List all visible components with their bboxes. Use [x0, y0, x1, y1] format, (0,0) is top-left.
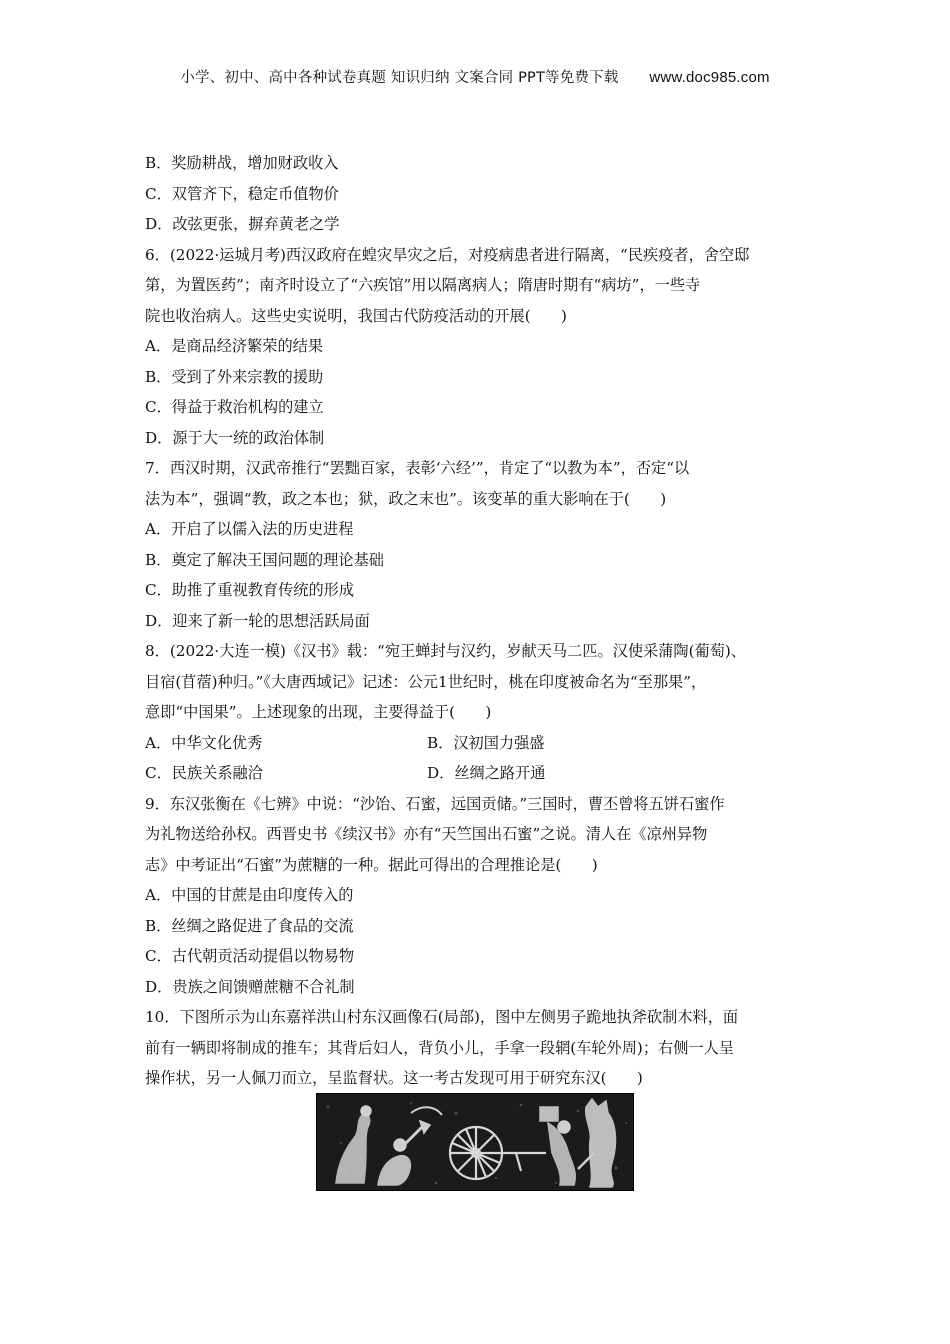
option-row	[145, 758, 813, 789]
option-line: B．奖励耕战，增加财政收入	[145, 154, 339, 172]
question-9-text: 为礼物送给孙权。西晋史书《续汉书》亦有“天竺国出石蜜”之说。清人在《凉州异物	[145, 825, 708, 843]
question-10-text: 操作状，另一人佩刀而立，呈监督状。这一考古发现可用于研究东汉( )	[145, 1069, 643, 1087]
document-body	[145, 148, 813, 1094]
header-text: 小学、初中、高中各种试卷真题 知识归纳 文案合同 PPT等免费下载	[180, 70, 619, 86]
option-line: B．受到了外来宗教的援助	[145, 367, 324, 386]
question-6-text: 第，为置医药”；南齐时设立了“六疾馆”用以隔离病人；隋唐时期有“病坊”，一些寺	[145, 276, 701, 294]
option-line: C．古代朝贡活动提倡以物易物	[145, 947, 355, 965]
option-line: C．助推了重视教育传统的形成	[145, 581, 355, 599]
option-d: D．丝绸之路开通	[427, 764, 546, 782]
header-url[interactable]: www.doc985.com	[649, 69, 770, 86]
question-9-text: 9．东汉张衡在《七辨》中说：“沙饴、石蜜，远国贡储。”三国时，曹丕曾将五饼石蜜作	[145, 794, 725, 813]
stone-relief-illustration	[316, 1093, 634, 1191]
question-7-text: 7．西汉时期，汉武帝推行“罢黜百家，表彰‘六经’”，肯定了“以教为本”，否定“以	[145, 459, 690, 477]
option-line: D．贵族之间馈赠蔗糖不合礼制	[145, 977, 355, 996]
question-8-text: 8．(2022·大连一模)《汉书》载：“宛王蝉封与汉约，岁献天马二匹。汉使采蒲陶(葡萄)、	[145, 642, 746, 660]
question-8-text: 目宿(苜蓿)种归。”《大唐西域记》记述：公元1世纪时，桃在印度被命名为“至那果”，	[145, 672, 707, 691]
question-10-text: 前有一辆即将制成的推车；其背后妇人，背负小儿，手拿一段辋(车轮外周)；右侧一人呈	[145, 1038, 734, 1057]
question-6-text: 院也收治病人。这些史实说明，我国古代防疫活动的开展( )	[145, 306, 567, 325]
option-line: A．中国的甘蔗是由印度传入的	[145, 886, 354, 904]
option-line: A．开启了以儒入法的历史进程	[145, 520, 354, 538]
option-line: D．改弦更张，摒弃黄老之学	[145, 215, 340, 233]
question-8-text: 意即“中国果”。上述现象的出现，主要得益于( )	[145, 703, 492, 721]
option-line: A．是商品经济繁荣的结果	[145, 337, 324, 355]
option-b: B．汉初国力强盛	[427, 733, 545, 752]
option-line: D．源于大一统的政治体制	[145, 428, 325, 447]
stone-relief-image	[316, 1093, 634, 1191]
option-line: B．奠定了解决王国问题的理论基础	[145, 550, 384, 569]
question-6-text: 6．(2022·运城月考)西汉政府在蝗灾旱灾之后，对疫病患者进行隔离，“民疾疫者，舍空邸	[145, 245, 750, 264]
option-line: D．迎来了新一轮的思想活跃局面	[145, 611, 370, 630]
option-c: C．民族关系融洽	[145, 764, 263, 782]
option-line: C．得益于救治机构的建立	[145, 398, 324, 416]
question-10-text: 10．下图所示为山东嘉祥洪山村东汉画像石(局部)，图中左侧男子跪地执斧砍制木料，面	[145, 1008, 739, 1026]
option-line: C．双管齐下，稳定币值物价	[145, 184, 339, 203]
page-header	[0, 66, 950, 87]
question-9-text: 志》中考证出“石蜜”为蔗糖的一种。据此可得出的合理推论是( )	[145, 855, 598, 874]
question-7-text: 法为本”，强调“教，政之本也；狱，政之末也”。该变革的重大影响在于( )	[145, 489, 667, 508]
option-line: B．丝绸之路促进了食品的交流	[145, 916, 354, 935]
option-a: A．中华文化优秀	[145, 733, 263, 752]
option-row	[145, 728, 813, 759]
